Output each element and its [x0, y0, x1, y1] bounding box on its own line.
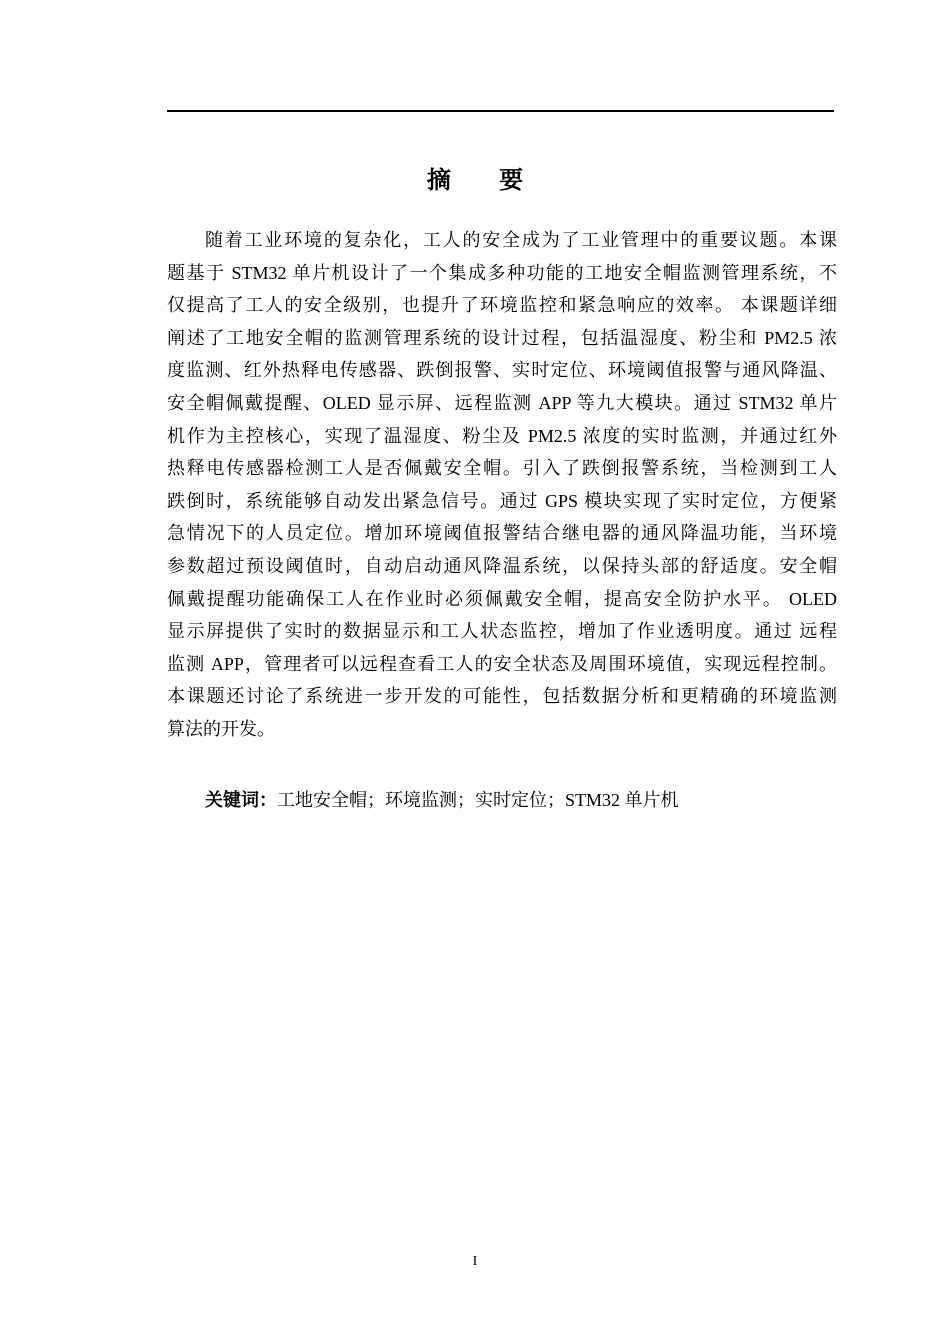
abstract-line: 仅提高了工人的安全级别，也提升了环境监控和紧急响应的效率。 本课题详细 [167, 295, 837, 316]
abstract-line: 题基于 STM32 单片机设计了一个集成多种功能的工地安全帽监测管理系统，不 [167, 262, 837, 283]
abstract-line: 急情况下的人员定位。增加环境阈值报警结合继电器的通风降温功能，当环境 [167, 523, 837, 544]
abstract-line: 佩戴提醒功能确保工人在作业时必须佩戴安全帽，提高安全防护水平。 OLED [167, 588, 837, 609]
header-rule [167, 110, 834, 112]
keywords-text: 工地安全帽；环境监测；实时定位；STM32 单片机 [277, 790, 679, 810]
abstract-line: 跌倒时，系统能够自动发出紧急信号。通过 GPS 模块实现了实时定位，方便紧 [167, 490, 837, 511]
abstract-line: 监测 APP，管理者可以远程查看工人的安全状态及周围环境值，实现远程控制。 [167, 653, 837, 674]
abstract-line: 算法的开发。 [167, 718, 275, 739]
abstract-line: 本课题还讨论了系统进一步开发的可能性，包括数据分析和更精确的环境监测 [167, 686, 837, 707]
abstract-line: 机作为主控核心，实现了温湿度、粉尘及 PM2.5 浓度的实时监测，并通过红外 [167, 425, 837, 446]
abstract-line: 参数超过预设阈值时，自动启动通风降温系统，以保持头部的舒适度。安全帽 [167, 555, 837, 576]
abstract-line: 显示屏提供了实时的数据显示和工人状态监控，增加了作业透明度。通过 远程 [167, 621, 837, 642]
abstract-line: 安全帽佩戴提醒、OLED 显示屏、远程监测 APP 等九大模块。通过 STM32 单片 [167, 392, 837, 413]
page-number: I [472, 1254, 478, 1269]
abstract-line: 阐述了工地安全帽的监测管理系统的设计过程，包括温湿度、粉尘和 PM2.5 浓 [167, 327, 837, 348]
keywords-label: 关键词： [205, 790, 277, 810]
abstract-title: 摘 要 [426, 166, 544, 194]
keywords [205, 784, 679, 816]
abstract-line: 度监测、红外热释电传感器、跌倒报警、实时定位、环境阈值报警与通风降温、 [167, 360, 837, 381]
abstract-line: 随着工业环境的复杂化，工人的安全成为了工业管理中的重要议题。本课 [205, 230, 837, 250]
abstract-line: 热释电传感器检测工人是否佩戴安全帽。引入了跌倒报警系统，当检测到工人 [167, 458, 837, 479]
abstract-body [167, 224, 837, 746]
